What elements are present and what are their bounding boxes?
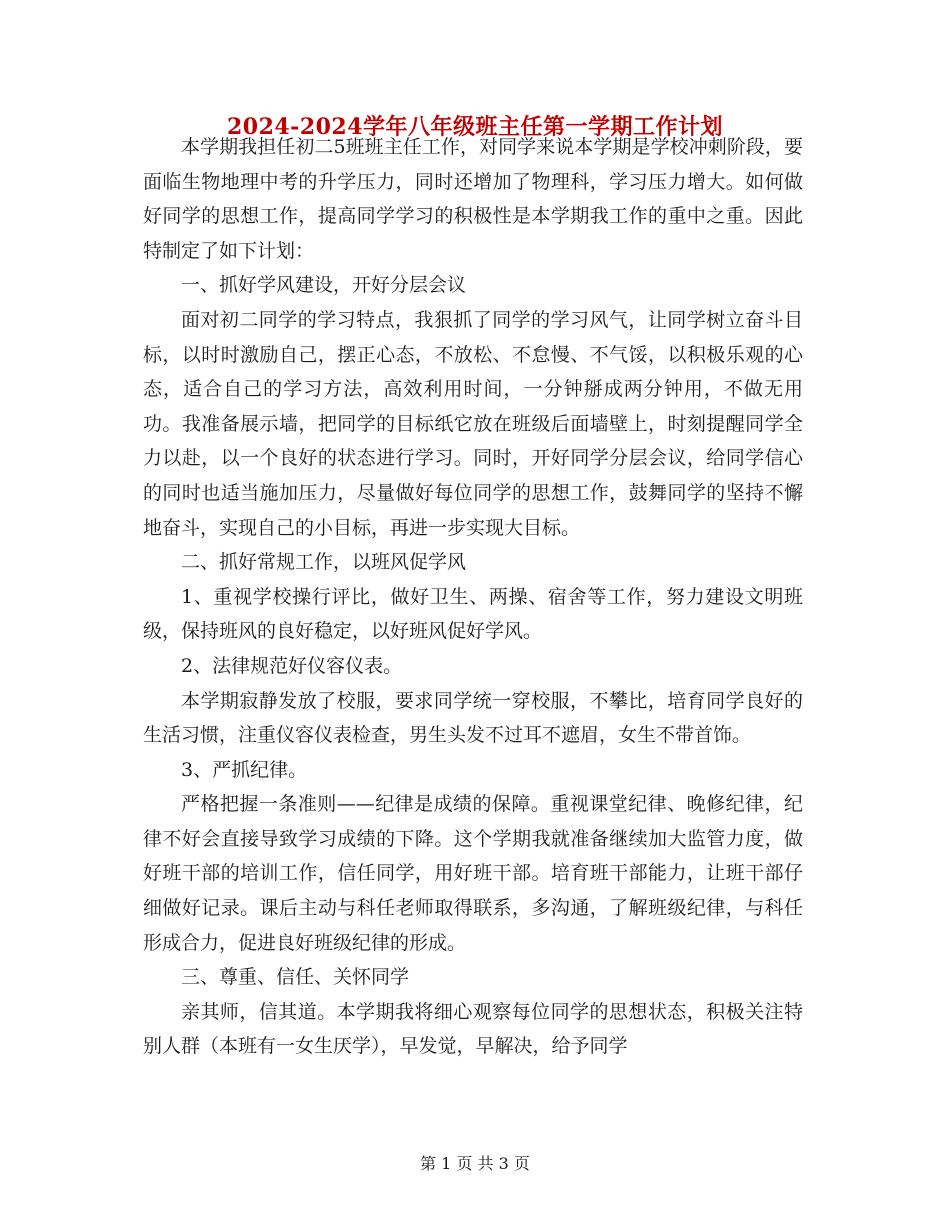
document-title: 2024-2024学年八年级班主任第一学期工作计划 bbox=[226, 114, 724, 140]
paragraph-item-1: 1、重视学校操行评比，做好卫生、两操、宿舍等工作，努力建设文明班级，保持班风的良好稳定，以好班风促好学风。 bbox=[143, 585, 803, 643]
section-heading-2: 二、抓好常规工作，以班风促学风 bbox=[181, 551, 467, 574]
section-heading-1: 一、抓好学风建设，开好分层会议 bbox=[181, 274, 467, 297]
paragraph-item-2-heading: 2、法律规范好仪容仪表。 bbox=[181, 654, 403, 677]
paragraph-item-3-heading: 3、严抓纪律。 bbox=[181, 758, 308, 781]
page-footer: 第 1 页 共 3 页 bbox=[420, 1154, 530, 1173]
document-body bbox=[143, 130, 803, 1064]
paragraph-intro: 本学期我担任初二5班班主任工作，对同学来说本学期是学校冲刺阶段，要面临生物地理中考的升学压力，同时还增加了物理科，学习压力增大。如何做好同学的思想工作，提高同学学习的积极性是本学期我工作的重中之重。因此特制定了如下计划： bbox=[143, 136, 803, 262]
paragraph-section-1: 面对初二同学的学习特点，我狠抓了同学的学习风气，让同学树立奋斗目标，以时时激励自己，摆正心态，不放松、不怠慢、不气馁，以积极乐观的心态，适合自己的学习方法，高效利用时间，一分钟掰成两分钟用，不做无用功。我准备展示墙，把同学的目标纸它放在班级后面墙壁上，时刻提醒同学全力以赴，以一个良好的状态进行学习。同时，开好同学分层会议，给同学信心的同时也适当施加压力，尽量做好每位同学的思想工作，鼓舞同学的坚持不懈地奋斗，实现自己的小目标，再进一步实现大目标。 bbox=[143, 308, 803, 539]
paragraph-item-2: 本学期寂静发放了校服，要求同学统一穿校服，不攀比，培育同学良好的生活习惯，注重仪容仪表检查，男生头发不过耳不遮眉，女生不带首饰。 bbox=[143, 689, 803, 747]
paragraph-section-3: 亲其师，信其道。本学期我将细心观察每位同学的思想状态，积极关注特别人群（本班有一女生厌学），早发觉，早解决，给予同学 bbox=[143, 1000, 803, 1058]
section-heading-3: 三、尊重、信任、关怀同学 bbox=[181, 966, 410, 989]
paragraph-item-3: 严格把握一条准则——纪律是成绩的保障。重视课堂纪律、晚修纪律，纪律不好会直接导致学习成绩的下降。这个学期我就准备继续加大监管力度，做好班干部的培训工作，信任同学，用好班干部。培育班干部能力，让班干部仔细做好记录。课后主动与科任老师取得联系，多沟通，了解班级纪律，与科任形成合力，促进良好班级纪律的形成。 bbox=[143, 793, 803, 954]
